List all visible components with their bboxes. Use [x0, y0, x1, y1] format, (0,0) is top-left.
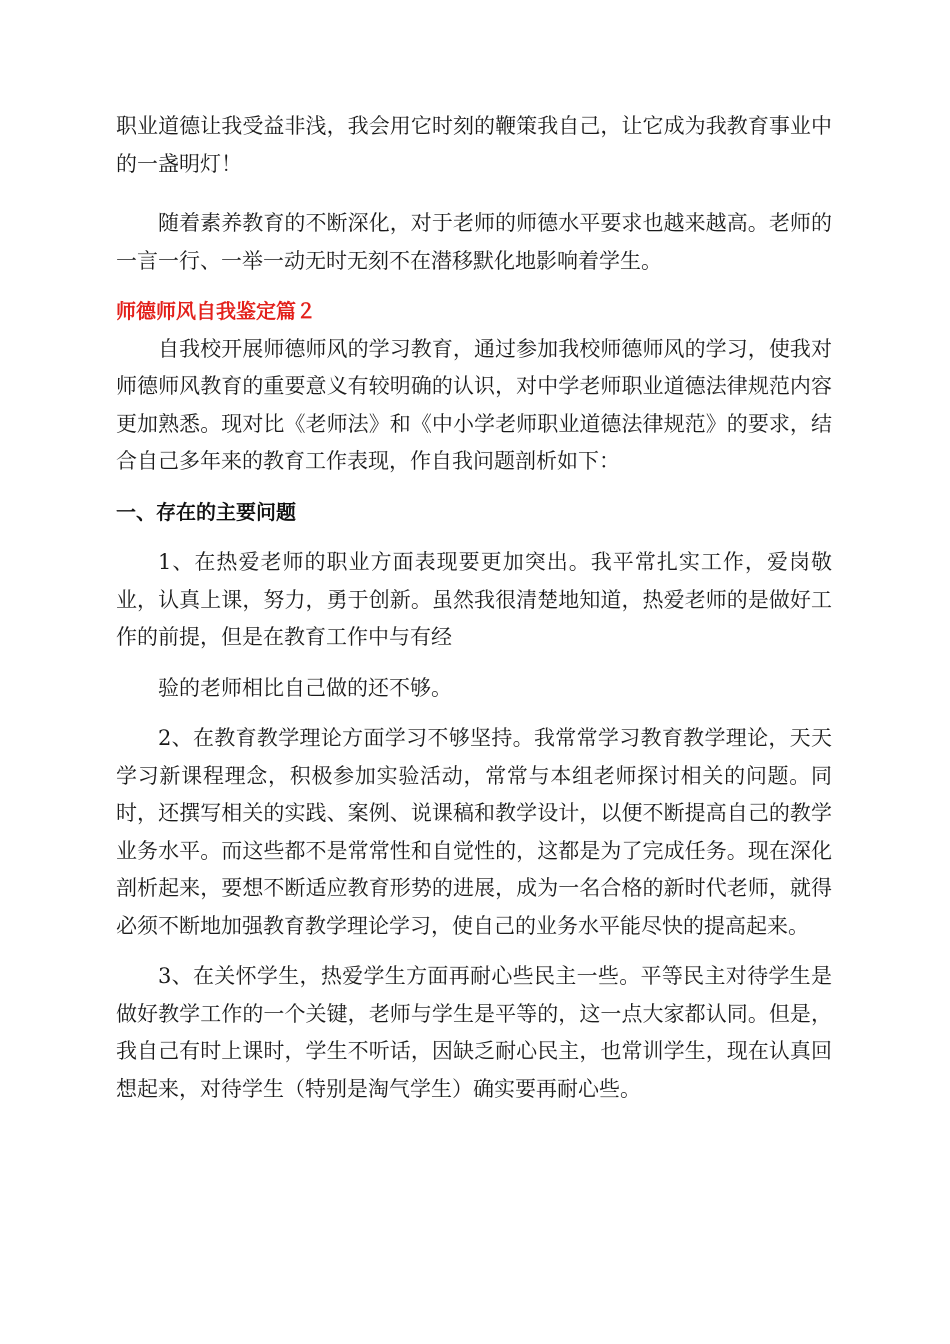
problem-item-3: 3、在关怀学生，热爱学生方面再耐心些民主一些。平等民主对待学生是做好教学工作的一个关键，老师与学生是平等的，这一点大家都认同。但是，我自己有时上课时，学生不听话，因缺乏耐心民主，也常训学生，现在认真回想起来，对待学生（特别是淘气学生）确实要再耐心些。 — [116, 964, 832, 1101]
paragraph-quality-education: 随着素养教育的不断深化，对于老师的师德水平要求也越来越高。老师的一言一行、一举一动无时无刻不在潜移默化地影响着学生。 — [116, 211, 832, 273]
document-page — [116, 108, 832, 1108]
problem-item-1-continued: 验的老师相比自己做的还不够。 — [158, 675, 452, 700]
problem-item-2: 2、在教育教学理论方面学习不够坚持。我常常学习教育教学理论，天天学习新课程理念，积极参加实验活动，常常与本组老师探讨相关的问题。同时，还撰写相关的实践、案例、说课稿和教学设计，以便不断提高自己的教学业务水平。而这些都不是常常性和自觉性的，这都是为了完成任务。现在深化剖析起来，要想不断适应教育形势的进展，成为一名合格的新时代老师，就得必须不断地加强教育教学理论学习，使自己的业务水平能尽快的提高起来。 — [116, 726, 832, 938]
paragraph-continued: 职业道德让我受益非浅，我会用它时刻的鞭策我自己，让它成为我教育事业中的一盏明灯！ — [116, 114, 832, 176]
problem-item-1: 1、在热爱老师的职业方面表现要更加突出。我平常扎实工作，爱岗敬业，认真上课，努力，勇于创新。虽然我很清楚地知道，热爱老师的是做好工作的前提，但是在教育工作中与有经 — [116, 550, 832, 649]
section-title-part-2: 师德师风自我鉴定篇２ — [116, 299, 316, 323]
heading-main-problems: 一、存在的主要问题 — [116, 499, 296, 524]
paragraph-intro: 自我校开展师德师风的学习教育，通过参加我校师德师风的学习，使我对师德师风教育的重要意义有较明确的认识，对中学老师职业道德法律规范内容更加熟悉。现对比《老师法》和《中小学老师职业道德法律规范》的要求，结合自己多年来的教育工作表现，作自我问题剖析如下： — [116, 336, 832, 473]
